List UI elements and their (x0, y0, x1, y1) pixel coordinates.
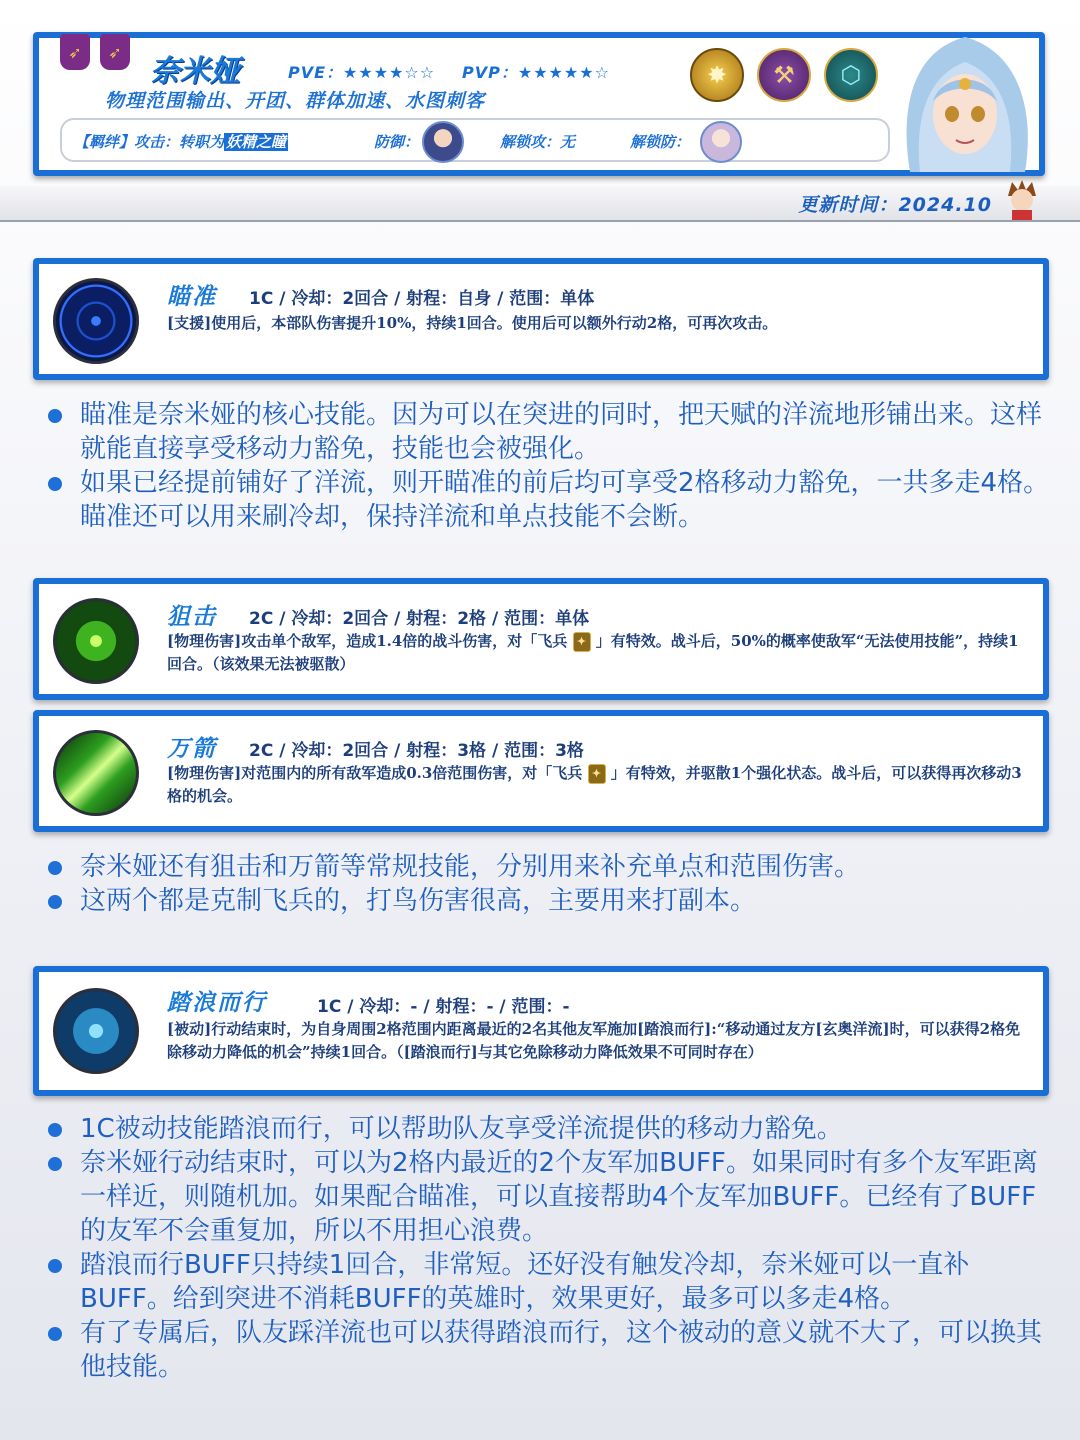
flying-unit-icon: ✦ (588, 764, 606, 784)
snipe-volley-notes (46, 850, 1050, 918)
list-item: 1C被动技能踏浪而行，可以帮助队友享受洋流提供的移动力豁免。 (46, 1112, 1050, 1146)
bullet-dot (48, 1157, 62, 1171)
list-item: 这两个都是克制飞兵的，打鸟伤害很高，主要用来打副本。 (46, 884, 1050, 918)
pvp-label: PVP： (462, 63, 518, 82)
pve-rating (288, 60, 435, 83)
hero-name: 奈米娅 (150, 54, 240, 89)
aim-notes (46, 398, 1050, 534)
skill-card-wave-walk (33, 966, 1049, 1096)
unlock-defense-label: 解锁防： (630, 133, 691, 151)
bond-prefix: 【羁绊】攻击：转职为 (74, 133, 225, 151)
gem-badge-icon: ⬡ (824, 48, 878, 102)
crossed-tools-badge-icon: ⚒ (757, 48, 811, 102)
skill-name: 万箭 (167, 736, 217, 762)
bow-icon: ➶ (60, 34, 90, 70)
snipe-skill-icon (53, 598, 139, 684)
skill-description: [物理伤害]攻击单个敌军，造成1.4倍的战斗伤害，对「飞兵 ✦ 」有特效。战斗后，50%的概率使敌军“无法使用技能”，持续1回合。（该效果无法被驱散） (167, 632, 1019, 673)
skill-description: [物理伤害]对范围内的所有敌军造成0.3倍范围伤害，对「飞兵 ✦ 」有特效，并驱散1个强化状态。战斗后，可以获得再次移动3格的机会。 (167, 764, 1022, 805)
skill-description: [被动]行动结束时，为自身周围2格范围内距离最近的2名其他友军施加[踏浪而行]:“移动通过友方[玄奥洋流]时，可以获得2格免除移动力降低的机会”持续1回合。（[踏浪而行]与其它免除移动力降低效果不可同时存在） (167, 1020, 1021, 1061)
wave-walk-notes (46, 1112, 1050, 1384)
skill-spec: 2C / 冷却：2回合 / 射程：2格 / 范围：单体 (249, 609, 590, 629)
list-item: 瞄准是奈米娅的核心技能。因为可以在突进的同时，把天赋的洋流地形铺出来。这样就能直接享受移动力豁免，技能也会被强化。 (46, 398, 1050, 466)
skill-name: 踏浪而行 (167, 990, 267, 1016)
unlock-attack-label: 解锁攻：无 (500, 133, 576, 151)
skill-card-snipe (33, 578, 1049, 700)
pvp-stars: ★★★★★☆ (517, 63, 610, 82)
bullet-dot (48, 477, 62, 491)
volley-skill-icon (53, 730, 139, 816)
bullet-dot (48, 1123, 62, 1137)
hero-portrait (890, 22, 1040, 172)
skill-description: [支援]使用后，本部队伤害提升10%，持续1回合。使用后可以额外行动2格，可再次攻击。 (167, 314, 778, 332)
skill-card-aim (33, 258, 1049, 380)
skill-spec: 2C / 冷却：2回合 / 射程：3格 / 范围：3格 (249, 741, 584, 761)
list-item: 奈米娅行动结束时，可以为2格内最近的2个友军加BUFF。如果同时有多个友军距离一样近，则随机加。如果配合瞄准，可以直接帮助4个友军加BUFF。已经有了BUFF的友军不会重复加，所以不用担心浪费。 (46, 1146, 1050, 1248)
pvp-rating (462, 60, 610, 83)
pve-stars: ★★★★☆☆ (343, 63, 436, 82)
list-item: 奈米娅还有狙击和万箭等常规技能，分别用来补充单点和范围伤害。 (46, 850, 1050, 884)
hero-roles: 物理范围输出、开团、群体加速、水图刺客 (105, 90, 486, 112)
skill-name: 狙击 (167, 604, 217, 630)
bullet-dot (48, 1259, 62, 1273)
gold-star-badge-icon: ✸ (690, 48, 744, 102)
list-item: 踏浪而行BUFF只持续1回合，非常短。还好没有触发冷却，奈米娅可以一直补BUFF。给到突进不消耗BUFF的英雄时，效果更好，最多可以多走4格。 (46, 1248, 1050, 1316)
wave-walk-skill-icon (53, 988, 139, 1074)
bullet-dot (48, 895, 62, 909)
bow-icon: ➶ (100, 34, 130, 70)
list-item: 有了专属后，队友踩洋流也可以获得踏浪而行，这个被动的意义就不大了，可以换其他技能。 (46, 1316, 1050, 1384)
bond-class-name: 妖精之瞳 (226, 133, 287, 151)
skill-card-volley (33, 710, 1049, 832)
bullet-dot (48, 861, 62, 875)
chibi-character-icon (1002, 178, 1042, 220)
skill-spec: 1C / 冷却：- / 射程：- / 范围：- (317, 997, 570, 1017)
skill-spec: 1C / 冷却：2回合 / 射程：自身 / 范围：单体 (249, 289, 595, 309)
flying-unit-icon: ✦ (573, 632, 591, 652)
bond-attack (74, 131, 288, 152)
skill-name: 瞄准 (167, 284, 217, 310)
list-item: 如果已经提前铺好了洋流，则开瞄准的前后均可享受2格移动力豁免，一共多走4格。瞄准还可以用来刷冷却，保持洋流和单点技能不会断。 (46, 466, 1050, 534)
bond-defense-label: 防御： (374, 133, 420, 151)
pve-label: PVE： (288, 63, 344, 82)
bullet-dot (48, 409, 62, 423)
bullet-dot (48, 1327, 62, 1341)
defense-partner-avatar (422, 121, 464, 163)
aim-skill-icon (53, 278, 139, 364)
update-time: 更新时间：2024.10 (798, 194, 992, 216)
unlock-defense-partner-avatar (700, 121, 742, 163)
